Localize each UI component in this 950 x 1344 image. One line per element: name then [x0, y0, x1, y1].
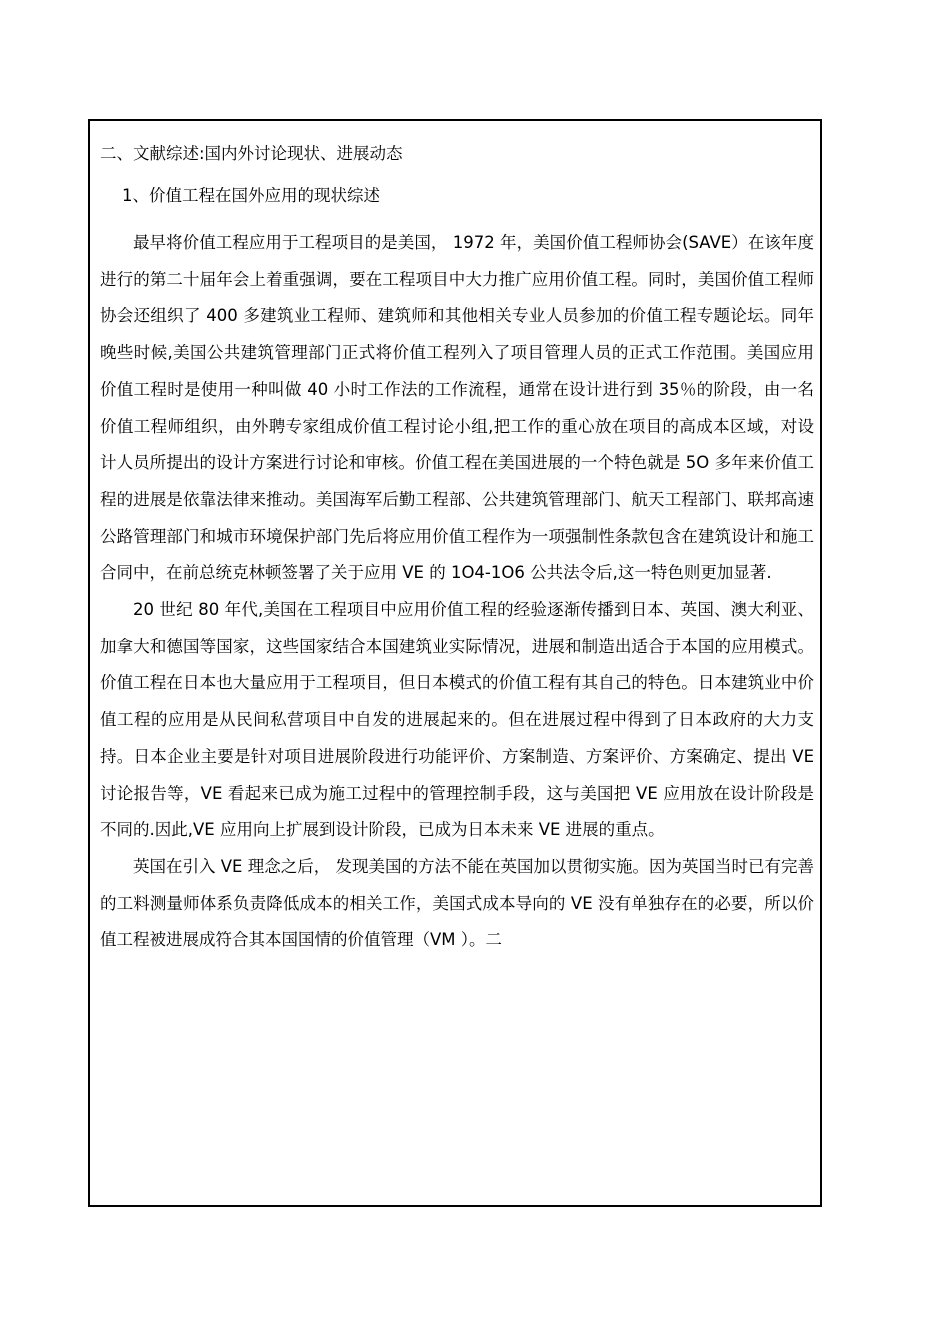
document-frame: [88, 119, 822, 1207]
paragraph-japan: 20 世纪 80 年代,美国在工程项目中应用价值工程的经验逐渐传播到日本、英国、澳大利亚、加拿大和德国等国家，这些国家结合本国建筑业实际情况，进展和制造出适合于本国的应用模式。价值工程在日本也大量应用于工程项目，但日本模式的价值工程有其自己的特色。日本建筑业中价值工程的应用是从民间私营项目中自发的进展起来的。但在进展过程中得到了日本政府的大力支持。日本企业主要是针对项目进展阶段进行功能评价、方案制造、方案评价、方案确定、提出 VE 讨论报告等，VE 看起来已成为施工过程中的管理控制手段，这与美国把 VE 应用放在设计阶段是不同的.因此,VE 应用向上扩展到设计阶段，已成为日本未来 VE 进展的重点。: [100, 600, 814, 840]
document-body: [100, 143, 814, 959]
section-heading: 二、文献综述:国内外讨论现状、进展动态: [100, 144, 403, 163]
paragraph-usa: 最早将价值工程应用于工程项目的是美国， 1972 年，美国价值工程师协会(SAVE）在该年度进行的第二十届年会上着重强调，要在工程项目中大力推广应用价值工程。同时，美国价值工程师协会还组织了 400 多建筑业工程师、建筑师和其他相关专业人员参加的价值工程专题论坛。同年晚些时候,美国公共建筑管理部门正式将价值工程列入了项目管理人员的正式工作范围。美国应用价值工程时是使用一种叫做 40 小时工作法的工作流程，通常在设计进行到 35％的阶段，由一名价值工程师组织，由外聘专家组成价值工程讨论小组,把工作的重心放在项目的高成本区域，对设计人员所提出的设计方案进行讨论和审核。价值工程在美国进展的一个特色就是 5O 多年来价值工程的进展是依靠法律来推动。美国海军后勤工程部、公共建筑管理部门、航天工程部门、联邦高速公路管理部门和城市环境保护部门先后将应用价值工程作为一项强制性条款包含在建筑设计和施工合同中，在前总统克林顿签署了关于应用 VE 的 1O4-1O6 公共法令后,这一特色则更加显著.: [100, 233, 814, 583]
paragraph-uk: 英国在引入 VE 理念之后， 发现美国的方法不能在英国加以贯彻实施。因为英国当时已有完善的工料测量师体系负责降低成本的相关工作，美国式成本导向的 VE 没有单独存在的必要，所以价值工程被进展成符合其本国国情的价值管理（VM ）。二: [100, 856, 814, 950]
subsection-heading: 1、价值工程在国外应用的现状综述: [122, 186, 380, 205]
